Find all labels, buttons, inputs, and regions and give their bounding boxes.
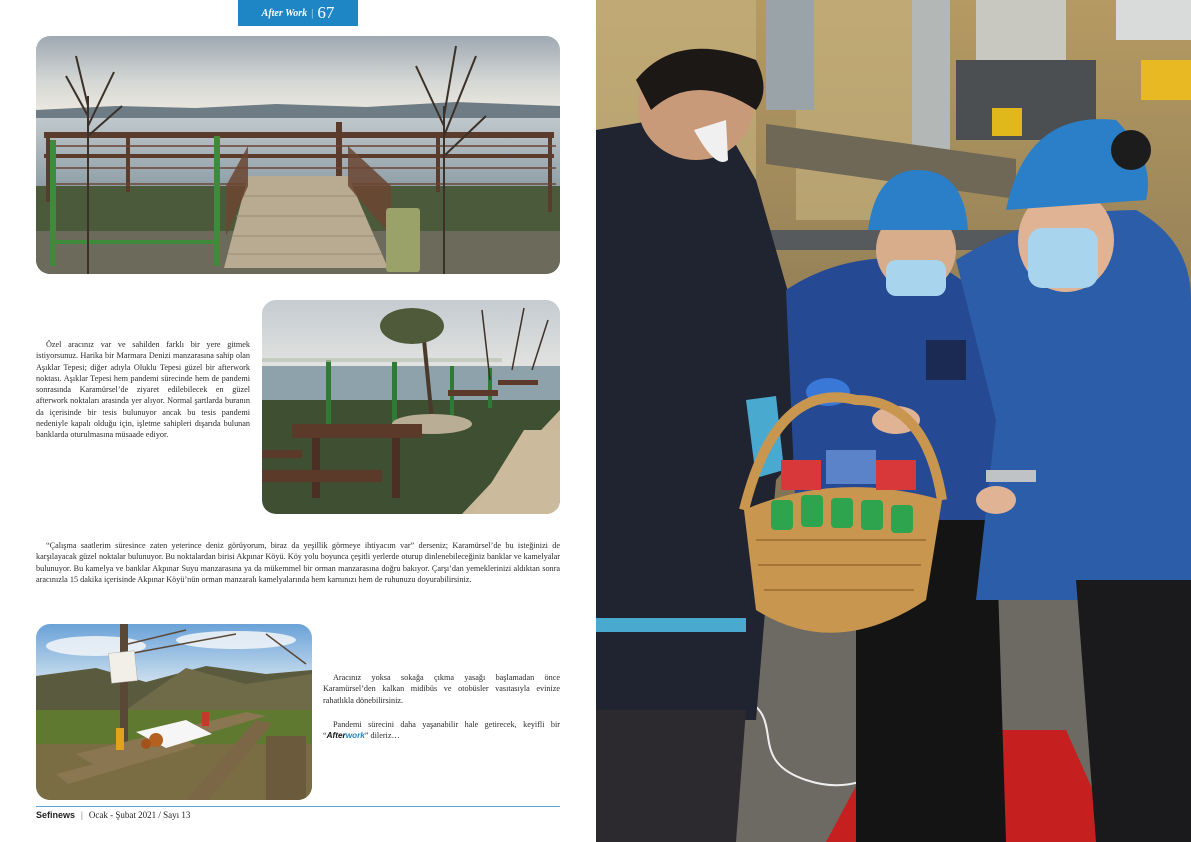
footer-rule [36, 806, 560, 807]
article-paragraph-4 [323, 719, 560, 742]
section-separator: | [311, 7, 314, 19]
magazine-name: Sefinews [36, 810, 76, 820]
article-paragraph-2: “Çalışma saatlerim süresince zaten yeterince deniz görüyorum, biraz da yeşillik görmeye ihtiyacım var” derseniz; Karamürsel’de bu isteğinizi de karşılayacak güzel noktalar bulunuyor. Bu noktalardan birisi Akpınar Köyü. Köy yolu boyunca çeşitli yerlerde oturup dinlenebileceğiniz banklar ve kamelyalar bulunuyor. Bu kamelya ve banklar Akpınar Suyu manzarasına ya da mükemmel bir orman manzarasına doğru bakıyor. Çarşı’dan yemeklerinizi aldıktan sonra aracınızla 15 dakika içerisinde Akpınar Köyü’nün orman manzaralı kamelyalarında hem karnınızı hem de ruhunuzu doyurabilirsiniz. [36, 541, 560, 584]
paragraph-4-end: ” dileriz… [364, 731, 400, 741]
photo-picnic-forest-valley [36, 624, 312, 800]
photo-hilltop-boardwalk [36, 36, 560, 274]
brand-afterwork-part1: After [326, 731, 346, 741]
article-paragraph-3: Aracınız yoksa sokağa çıkma yasağı başlamadan önce Karamürsel’den kalkan midibüs ve otobüsler vasıtasıyla evinize rahatlıkla dönebilirsiniz. [323, 673, 560, 705]
article-paragraph-1: Özel aracınız var ve sahilden farklı bir yere gitmek istiyorsunuz. Harika bir Marmara Denizi manzarasına sahip olan Aşıklar Tepesi; diğer adıyla Oluklu Tepesi güzel bir afterwork noktası. Aşıklar Tepesi hem pandemi sürecinde hem de pandemi sonrasında Karamürsel’de ziyaret edilebilecek en güzel afterwork noktaları arasında yer alıyor. Normal şartlarda buranın da içerisinde bir tesis bulunuyor ancak bu tesis pandemi nedeniyle kapalı olduğu için, işletme sahipleri dışarıda bulunan banklarda oturulmasına müsaade ediyor. [36, 340, 250, 440]
footer-issue-info [36, 810, 190, 820]
brand-afterwork-part2: work [345, 731, 365, 741]
footer-separator: | [81, 810, 83, 820]
photo-picnic-glass-fence [262, 300, 560, 514]
section-tab [238, 0, 358, 26]
photo-workers-gift-basket [596, 0, 1191, 842]
page-number: 67 [317, 3, 335, 22]
section-label: After Work [261, 7, 308, 19]
issue-info: Ocak - Şubat 2021 / Sayı 13 [88, 810, 191, 820]
paragraph-4-start: Pandemi sürecini daha yaşanabilir hale getirecek, keyifli bir “ [323, 720, 560, 741]
